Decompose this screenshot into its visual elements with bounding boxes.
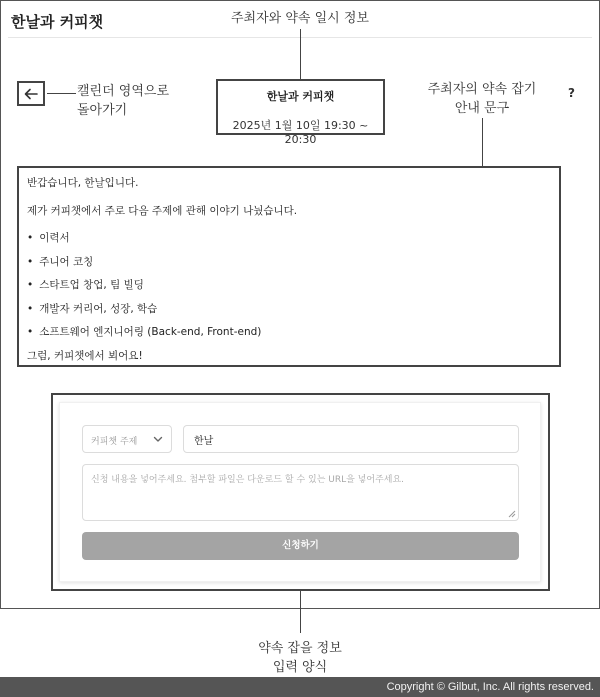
message-placeholder: 신청 내용을 넣어주세요. 첨부할 파일은 다운로드 할 수 있는 URL을 넣어주세요. <box>91 475 405 485</box>
callout-guide <box>412 80 552 118</box>
back-button[interactable] <box>17 81 45 106</box>
topic-select[interactable] <box>82 425 172 453</box>
callout-back-line <box>47 93 76 94</box>
callout-host-info-line <box>300 29 301 79</box>
callout-back-line1: 캘린더 영역으로 <box>77 84 170 99</box>
topic-item: • 개발자 커리어, 성장, 학습 <box>27 301 157 316</box>
callout-form <box>220 639 380 677</box>
callout-form-line <box>300 591 301 633</box>
topic-item: • 이력서 <box>27 230 70 245</box>
topic-select-label: 커피챗 주제 <box>91 437 138 447</box>
chevron-down-icon <box>153 434 163 444</box>
resize-handle-icon[interactable] <box>508 510 516 518</box>
app-title: 한날과 커피챗 <box>11 13 104 31</box>
topic-item: • 스타트업 창업, 팀 빌딩 <box>27 277 144 292</box>
intro-closing: 그럼, 커피챗에서 뵈어요! <box>27 350 143 362</box>
message-textarea[interactable] <box>82 464 519 521</box>
event-title: 한날과 커피챗 <box>266 90 335 103</box>
intro-greeting: 반갑습니다, 한날입니다. <box>27 177 139 189</box>
callout-guide-line1: 주최자의 약속 잡기 <box>427 82 537 97</box>
name-input[interactable] <box>183 425 519 453</box>
callout-form-line1: 약속 잡을 정보 <box>258 641 342 656</box>
help-icon[interactable]: ? <box>568 86 575 100</box>
callout-guide-line <box>482 118 483 166</box>
callout-back <box>77 82 169 120</box>
callout-back-line2: 돌아가기 <box>77 103 128 118</box>
event-info-box <box>216 79 385 146</box>
event-datetime: 2025년 1월 10일 19:30 ~ 20:30 <box>232 119 369 146</box>
arrow-left-icon <box>24 88 38 100</box>
submit-button[interactable]: 신청하기 <box>82 532 519 560</box>
topic-item: • 주니어 코칭 <box>27 254 93 269</box>
callout-guide-line2: 안내 문구 <box>454 101 510 116</box>
callout-form-line2: 입력 양식 <box>272 660 328 675</box>
callout-host-info: 주최자와 약속 일시 정보 <box>231 11 369 26</box>
intro-message <box>17 166 561 367</box>
intro-lead: 제가 커피챗에서 주로 다음 주제에 관해 이야기 나눴습니다. <box>27 205 298 217</box>
copyright-footer: Copyright © Gilbut, Inc. All rights reserved. <box>0 677 600 697</box>
topic-item: • 소프트웨어 엔지니어링 (Back-end, Front-end) <box>27 324 261 339</box>
